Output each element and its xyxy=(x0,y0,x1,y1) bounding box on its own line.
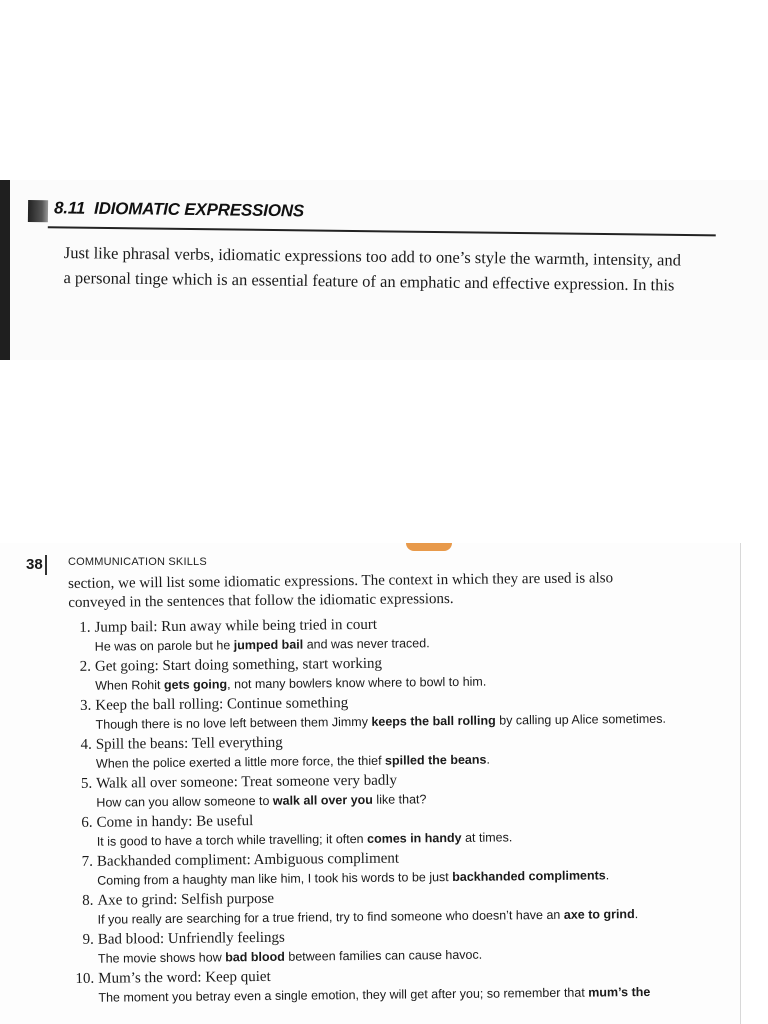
idiom-term: Come in handy: Be useful xyxy=(96,813,254,831)
item-number: 3. xyxy=(80,697,92,714)
intro-line: Just like phrasal verbs, idiomatic expressions too add to one’s style the warmth, intensity, and xyxy=(63,242,682,270)
idiom-list xyxy=(68,612,727,1007)
list-item xyxy=(71,846,726,890)
example-text: Though there is no love left between them Jimmy xyxy=(95,714,372,732)
example-text: . xyxy=(634,907,639,922)
running-head: COMMUNICATION SKILLS xyxy=(68,556,207,568)
example-text: by calling up Alice sometimes. xyxy=(495,711,667,728)
example-idiom: jumped bail xyxy=(233,637,304,653)
example-text: When Rohit xyxy=(95,678,165,693)
idiom-term: Spill the beans: Tell everything xyxy=(95,734,283,753)
list-item xyxy=(72,963,727,1007)
page-number: 38 xyxy=(26,556,43,573)
example-text: It is good to have a torch while travelling; it often xyxy=(96,831,368,849)
idiom-term: Walk all over someone: Treat someone very badly xyxy=(96,772,398,792)
item-number: 8. xyxy=(82,892,94,909)
list-item xyxy=(69,690,724,734)
example-text: and was never traced. xyxy=(303,636,430,652)
page-edge-shadow xyxy=(0,180,10,360)
item-number: 6. xyxy=(81,814,93,831)
continuation-line: section, we will list some idiomatic expressions. The context in which they are used is also xyxy=(68,570,614,592)
idiom-term: Jump bail: Run away while being tried in court xyxy=(94,616,378,636)
example-text: like that? xyxy=(372,792,427,807)
example-idiom: axe to grind xyxy=(563,907,635,922)
example-idiom: bad blood xyxy=(225,949,285,965)
intro-paragraph xyxy=(63,240,718,298)
item-number: 5. xyxy=(80,775,93,792)
idiom-list-body xyxy=(68,568,728,1009)
list-item xyxy=(70,729,725,773)
idiom-term: Mum’s the word: Keep quiet xyxy=(98,968,271,987)
idiom-term: Get going: Start doing something, start working xyxy=(94,655,383,675)
item-number: 1. xyxy=(79,619,91,636)
example-text: at times. xyxy=(461,830,513,845)
list-item xyxy=(72,924,727,968)
example-idiom: spilled the beans xyxy=(384,752,487,768)
example-idiom: keeps the ball rolling xyxy=(371,713,496,729)
example-text: The movie shows how xyxy=(97,950,226,966)
section-number: 8.11 xyxy=(53,198,86,218)
example-text: How can you allow someone to xyxy=(96,793,273,810)
example-idiom: walk all over you xyxy=(272,792,373,808)
continuation-line: conveyed in the sentences that follow the idiomatic expressions. xyxy=(68,590,454,611)
example-idiom: mum’s the xyxy=(588,984,651,1000)
example-text: , not many bowlers know where to bowl to him. xyxy=(227,674,487,692)
example-idiom: gets going xyxy=(163,677,228,693)
continuation-paragraph xyxy=(68,568,723,613)
section-title-text: IDIOMATIC EXPRESSIONS xyxy=(93,198,305,221)
example-text: When the police exerted a little more force, the thief xyxy=(95,753,386,771)
example-text: between families can cause havoc. xyxy=(284,947,483,964)
heading-marker xyxy=(28,200,48,222)
section-title xyxy=(54,198,304,221)
list-item xyxy=(68,612,723,656)
page-number-rule xyxy=(45,555,47,575)
list-item xyxy=(71,807,726,851)
example-text: If you really are searching for a true friend, try to find someone who doesn’t have an xyxy=(97,907,564,927)
example-text: . xyxy=(605,868,610,883)
list-item xyxy=(69,651,724,695)
item-number: 7. xyxy=(81,853,94,870)
item-number: 9. xyxy=(82,931,94,948)
idiom-term: Axe to grind: Selfish purpose xyxy=(97,890,275,909)
item-number: 10. xyxy=(75,970,95,987)
item-number: 2. xyxy=(79,658,92,675)
example-text: Coming from a haughty man like him, I took his words to be just xyxy=(97,869,453,888)
idiom-term: Bad blood: Unfriendly feelings xyxy=(97,929,285,948)
example-idiom: comes in handy xyxy=(367,830,462,846)
idiom-term: Backhanded compliment: Ambiguous compliment xyxy=(96,850,400,870)
intro-line: a personal tinge which is an essential feature of an emphatic and effective expression. In this xyxy=(63,267,675,295)
example-text: The moment you betray even a single emotion, they will get after you; so remember that xyxy=(98,985,589,1005)
example-text: He was on parole but he xyxy=(94,638,234,654)
item-number: 4. xyxy=(80,736,92,753)
orange-tab-mark xyxy=(406,543,452,551)
example-text: . xyxy=(486,752,490,767)
list-item xyxy=(71,885,726,929)
list-item xyxy=(70,768,725,812)
example-idiom: backhanded compliments xyxy=(452,868,606,884)
idiom-term: Keep the ball rolling: Continue something xyxy=(95,695,349,714)
